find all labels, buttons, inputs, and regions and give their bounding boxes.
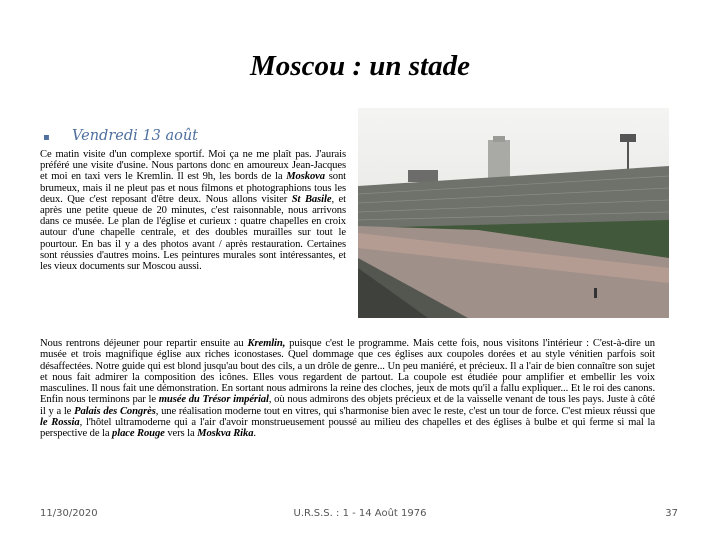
- footer-text: U.R.S.S. : 1 - 14 Août 1976: [293, 508, 427, 519]
- slide-title: Moscou : un stade: [250, 50, 470, 82]
- text-segment: sont brumeux, mais il ne pleut pas et nous filmons et photographions tous les deux. Que c'est reposant d'être deux. Nous allons visiter: [40, 171, 346, 205]
- emphasized-place-name: Kremlin,: [247, 338, 286, 349]
- emphasized-place-name: le Rossia: [40, 417, 80, 429]
- emphasized-place-name: musée du Trésor impérial: [158, 394, 269, 406]
- slide-number: 37: [665, 508, 678, 519]
- text-segment: Ce matin visite d'un complexe sportif. Moi ça ne me plaît pas. J'aurais préféré une visite d'usine. Nous partons donc en amoureux Jean-Jacques et moi en taxi vers le Kremlin. Il est 9h, les bords de la: [40, 149, 346, 183]
- text-segment: puisque c'est le programme. Mais cette fois, nous visitons l'intérieur : C'est-à-dire un musée et trois magnifique église aux riches iconostases. Quel dommage que ces églises aux coupoles dorées et au style vénitien parfois soit désaffectées. Notre guide qui est blond jusqu'au bout des cils, a un drôle de genre... Un peu maniéré, et précieux. Il a l'air de bien connaître son sujet et nous fait admirer la composition des icônes. Elles vous regardent de partout. La coupole est étudiée pour amplifier et embellir les voix masculines. Il nous fait une démonstration. En sortant nous admirons la reine des cloches, jeux de mots qu'il a fallu expliquer... Et le roi des canons. Enfin nous terminons par le: [40, 338, 655, 406]
- emphasized-place-name: St Basile: [291, 193, 332, 205]
- emphasized-place-name: Moskova: [286, 171, 325, 183]
- emphasized-place-name: place Rouge: [112, 428, 165, 440]
- emphasized-place-name: Moskva Rika: [197, 428, 254, 440]
- text-segment: , où nous admirons des objets précieux et de la vaisselle venant de tous les pays. Juste à côté il y a le: [40, 394, 655, 417]
- text-segment: , et après une petite queue de 20 minutes, c'est raisonnable, nous arrivons dans ce musée. Le plan de l'église et curieux : quatre chapelles en croix autour d'une chapelle centrale, et des doubles murailles sur tout le pourtour. En bas il y a des photos avant / après restauration. Certaines sont réussies d'autres moins. Les peintures murales sont intéressantes, et les vieux documents sur Moscou aussi.: [40, 193, 346, 273]
- text-segment: .: [253, 428, 256, 440]
- text-segment: , une réalisation moderne tout en vitres, qui s'harmonise bien avec le reste, c'est un tour de force. C'est mieux réussi que: [155, 405, 656, 417]
- subtitle: Vendredi 13 août: [72, 128, 198, 144]
- emphasized-place-name: Palais des Congrès: [74, 405, 156, 417]
- text-segment: , l'hôtel ultramoderne qui a l'air d'avoir monstrueusement poussé au milieu des chapelles et des églises à bulbe et qui ferme si mal la perspective de la: [40, 417, 656, 440]
- text-segment: Nous rentrons déjeuner pour repartir ensuite au: [40, 338, 248, 349]
- footer-date: 11/30/2020: [40, 508, 98, 519]
- bullet-icon: ▪: [43, 132, 50, 143]
- text-segment: vers la: [164, 428, 198, 440]
- paragraph-1: [40, 149, 346, 272]
- stadium-photo: [358, 108, 669, 318]
- paragraph-2: [40, 338, 655, 440]
